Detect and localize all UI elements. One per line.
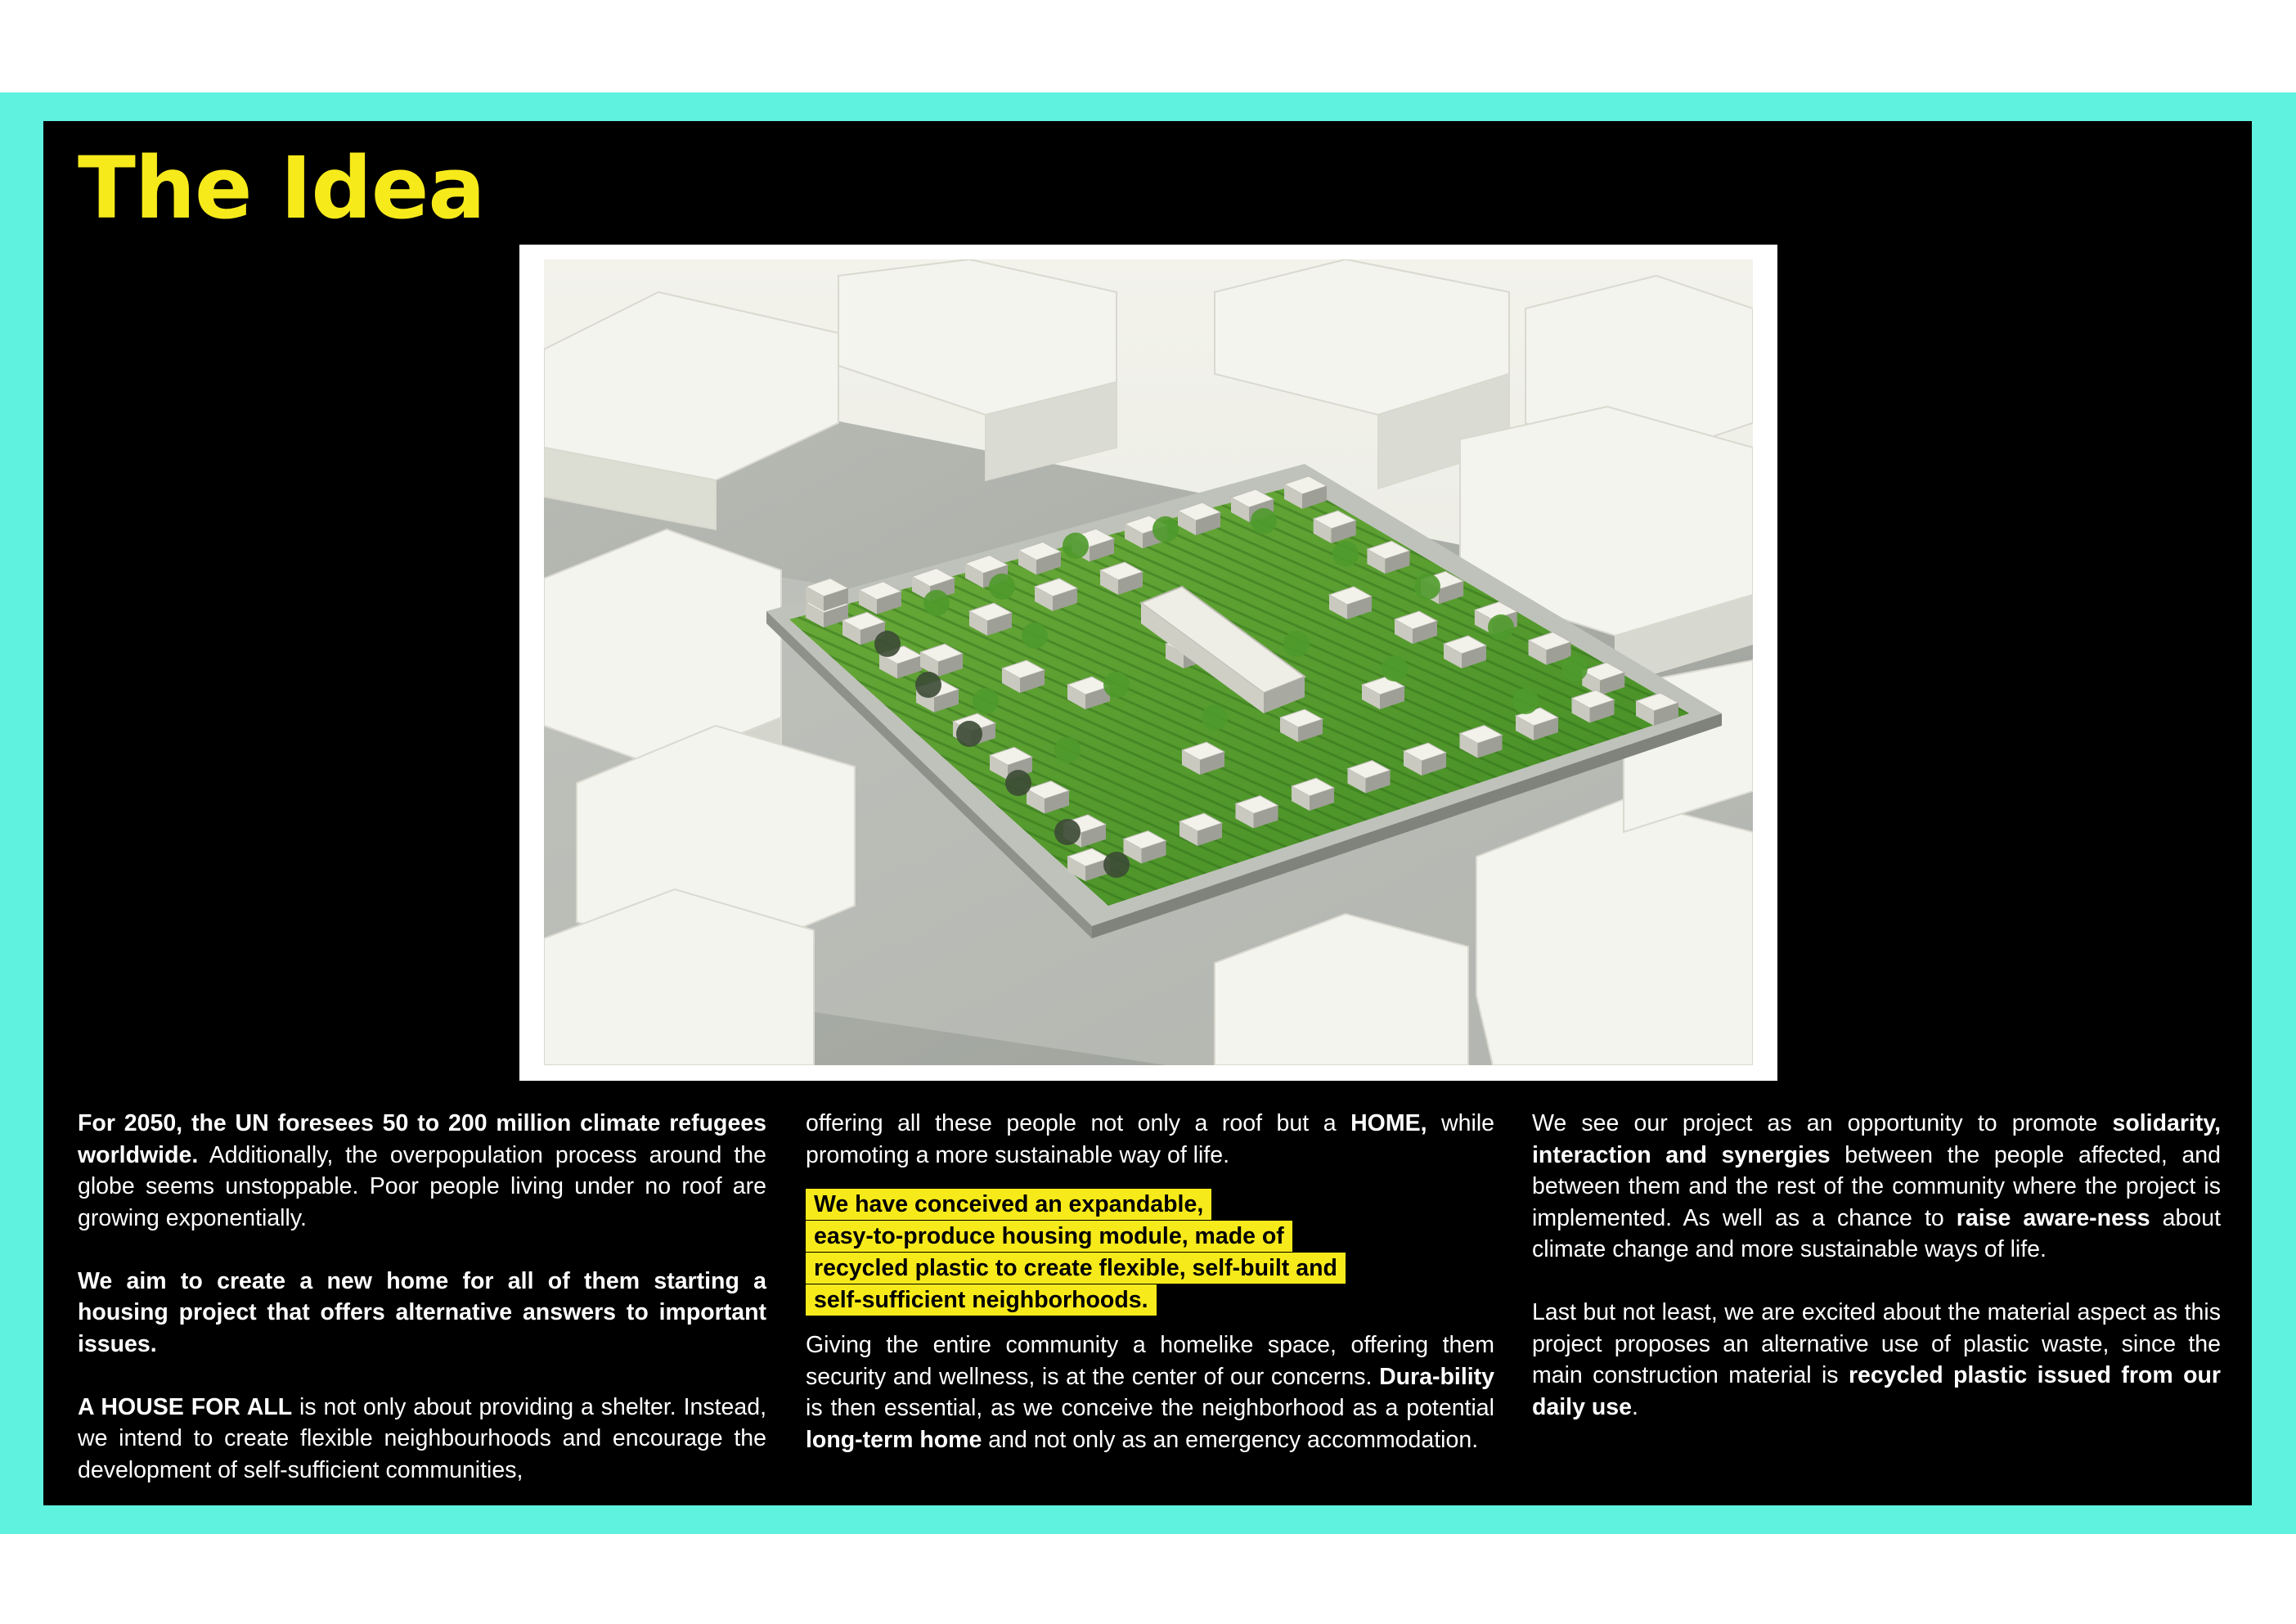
body-text: between the people affected, and between them and the rest of the community where the project is implemented. As well as a chance to: [1532, 1141, 2221, 1231]
body-text: is not only about providing a shelter. Instead, we intend to create flexible neighbourhoods and encourage the development of self-sufficient communities,: [78, 1393, 766, 1483]
paragraph: [78, 1108, 766, 1234]
body-text: .: [1631, 1393, 1638, 1420]
tree: [874, 631, 901, 657]
body-text: while promoting a more sustainable way of life.: [806, 1110, 1495, 1168]
highlighted-statement: [806, 1189, 1494, 1316]
bold-text: raise aware-ness: [1956, 1204, 2150, 1231]
page-title: The Idea: [78, 138, 485, 238]
tree: [989, 574, 1015, 600]
tree: [1332, 541, 1359, 567]
tree: [1022, 623, 1048, 649]
bold-text: A HOUSE FOR ALL: [78, 1393, 293, 1420]
tree: [1488, 614, 1514, 641]
render-image-frame: [519, 245, 1777, 1081]
text-column-1: [78, 1108, 766, 1518]
tree: [1054, 737, 1081, 763]
highlight-line: We have conceived an expandable,: [806, 1189, 1211, 1220]
body-text: offering all these people not only a roof but a: [806, 1110, 1351, 1136]
bold-text: Dura-bility: [1379, 1363, 1494, 1390]
paragraph: [1532, 1297, 2221, 1423]
tree: [1202, 704, 1228, 731]
paragraph: [1532, 1108, 2221, 1266]
highlight-line: self-sufficient neighborhoods.: [806, 1284, 1157, 1316]
body-text: Giving the entire community a homelike space, offering them security and wellness, is at the center of our concerns.: [806, 1332, 1494, 1390]
paragraph: [78, 1392, 766, 1487]
bold-text: solidarity, interaction and synergies: [1532, 1110, 2221, 1168]
bold-text: long-term home: [806, 1426, 982, 1453]
tree: [1103, 852, 1130, 878]
aerial-render-image: [544, 259, 1753, 1065]
tree: [1103, 672, 1130, 698]
tree: [1283, 631, 1310, 657]
bold-text: For 2050, the UN foresees 50 to 200 million climate refugees worldwide.: [78, 1110, 766, 1168]
tree: [1152, 516, 1179, 542]
tree: [1063, 533, 1089, 559]
tree: [1005, 770, 1031, 796]
tree: [1251, 508, 1277, 534]
bold-text: HOME,: [1350, 1110, 1427, 1136]
body-text: Last but not least, we are excited about the material aspect as this project proposes an alternative use of plastic waste, since the main construction material is: [1532, 1299, 2221, 1388]
paragraph: [806, 1329, 1494, 1455]
tree: [1512, 688, 1539, 714]
tree: [1382, 655, 1408, 682]
bold-text: We aim to create a new home for all of them starting a housing project that offers alternative answers to important issues.: [78, 1267, 766, 1357]
body-text: and not only as an emergency accommodation.: [982, 1426, 1479, 1453]
bold-text: recycled plastic issued from our daily use: [1532, 1362, 2221, 1420]
highlight-line: recycled plastic to create flexible, self-built and: [806, 1253, 1346, 1284]
text-column-2: [806, 1108, 1494, 1487]
text-column-3: [1532, 1108, 2221, 1455]
tree: [1054, 819, 1081, 845]
tree: [923, 590, 950, 616]
highlight-line: easy-to-produce housing module, made of: [806, 1221, 1292, 1252]
tree: [973, 688, 999, 714]
body-text: Additionally, the overpopulation process around the globe seems unstoppable. Poor people living under no roof are growing exponentially.: [78, 1141, 766, 1231]
body-text: is then essential, as we conceive the neighborhood as a potential: [806, 1395, 1494, 1421]
body-text: We see our project as an opportunity to promote: [1532, 1110, 2113, 1136]
tree: [915, 672, 941, 698]
tree: [956, 721, 982, 747]
paragraph: [78, 1266, 766, 1361]
paragraph: [806, 1108, 1494, 1171]
tree: [1561, 655, 1588, 682]
body-text: about climate change and more sustainable ways of life.: [1532, 1204, 2221, 1262]
tree: [1414, 574, 1440, 600]
